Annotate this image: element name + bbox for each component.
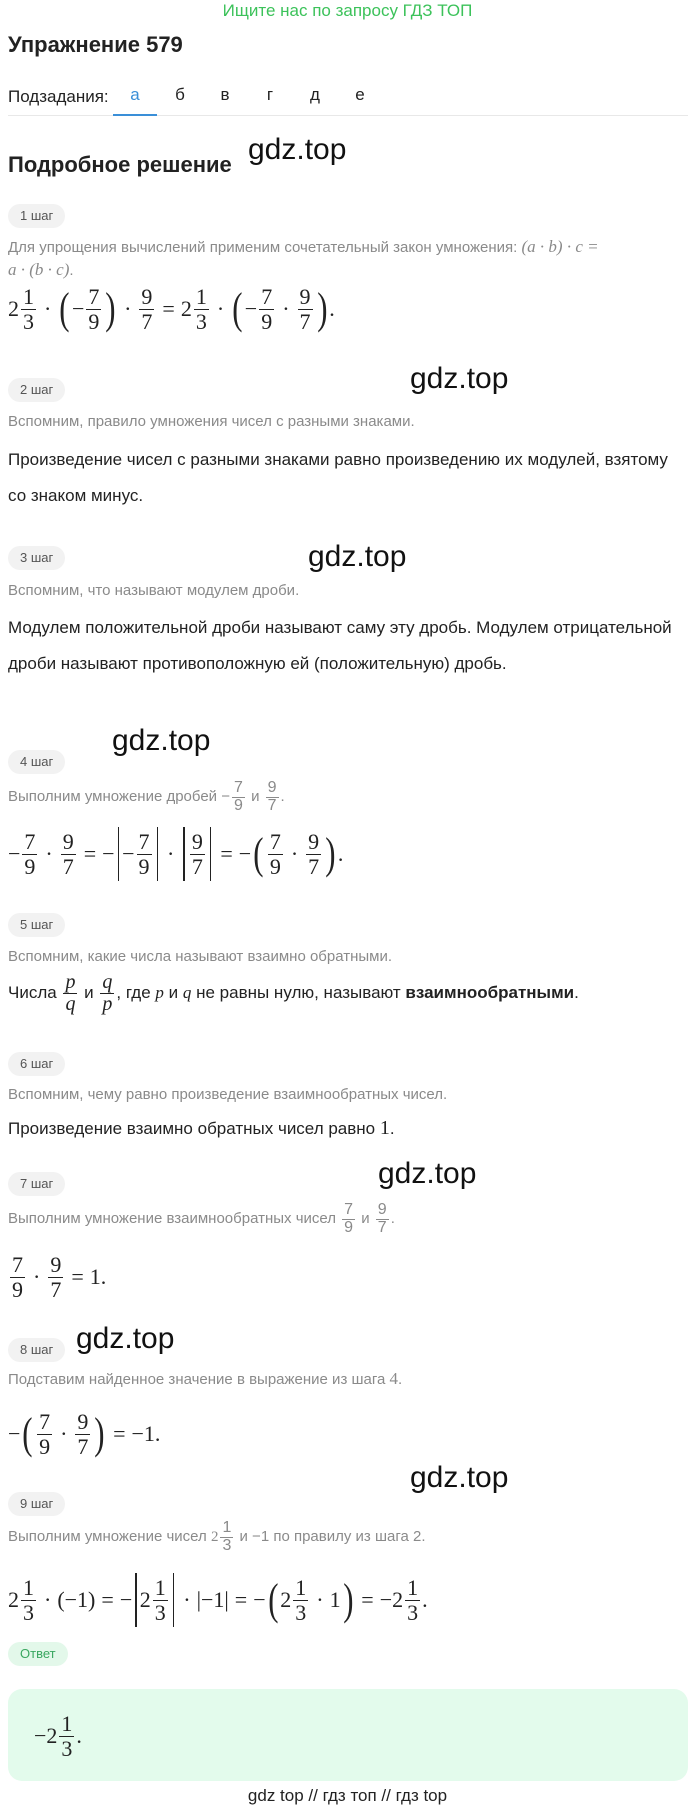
- watermark: gdz.top: [410, 1461, 509, 1494]
- step-math: − ( $\frac{7}{9}$ · $\frac{9}{7}$ ) = −1.: [8, 1409, 161, 1459]
- tab-a[interactable]: а: [113, 80, 157, 116]
- step-badge: 5 шаг: [8, 913, 65, 937]
- subtasks-bar: [8, 80, 688, 116]
- tab-e[interactable]: е: [355, 85, 365, 104]
- watermark: gdz.top: [248, 133, 347, 166]
- answer-math: −2 $\frac{1}{3}$ .: [34, 1711, 82, 1761]
- step-badge: 7 шаг: [8, 1172, 65, 1196]
- step-badge: 6 шаг: [8, 1052, 65, 1076]
- step-note: Вспомним, правило умножения чисел с разными знаками.: [8, 413, 415, 430]
- step-note: Выполним умножение дробей − $\frac{7}{9}$ и $\frac{9}{7}$ .: [8, 779, 285, 814]
- step-note: Вспомним, что называют модулем дроби.: [8, 582, 300, 599]
- step-note: Выполним умножение чисел 2 $\frac{1}{3}$ и −1 по правилу из шага 2.: [8, 1519, 426, 1554]
- step-badge: 4 шаг: [8, 750, 65, 774]
- watermark: gdz.top: [378, 1157, 477, 1190]
- step-badge: 3 шаг: [8, 546, 65, 570]
- step-badge: 8 шаг: [8, 1338, 65, 1362]
- step-badge: 9 шаг: [8, 1492, 65, 1516]
- answer-badge: Ответ: [8, 1642, 68, 1666]
- section-title: Подробное решение: [8, 152, 232, 177]
- step-math: 2 $\frac{1}{3}$ · (−1) = − 2 $\frac{1}{3}$ · |−1| = − ( 2 $\frac{1}{3}$ · 1 ) = −2 $\frac{1}{3}$ .: [8, 1568, 428, 1632]
- tab-v[interactable]: в: [220, 85, 230, 104]
- step-badge: 2 шаг: [8, 378, 65, 402]
- step-math: − $\frac{7}{9}$ · $\frac{9}{7}$ = − − $\frac{7}{9}$ · $\frac{9}{7}$ = − ( $\frac{7}{9}$ · $\frac{9}{7}$ ) .: [8, 822, 343, 886]
- step-note: Выполним умножение взаимнообратных чисел $\frac{7}{9}$ и $\frac{9}{7}$ .: [8, 1201, 395, 1236]
- step-text: Модулем положительной дроби называют саму эту дробь. Модулем отрицательной дроби называют противоположную ей (положительную) дробь.: [8, 618, 672, 673]
- step-text: Произведение взаимно обратных чисел равно 1.: [8, 1117, 395, 1139]
- step-math: 2 $\frac{1}{3}$ · ( − $\frac{7}{9}$ ) · $\frac{9}{7}$ = 2 $\frac{1}{3}$ · ( − $\frac{7}{9}$ · $\frac{9}{7}$ ) .: [8, 284, 335, 334]
- step-note: Подставим найденное значение в выражение из шага 4.: [8, 1369, 403, 1388]
- tab-d[interactable]: д: [310, 85, 320, 104]
- tab-g[interactable]: г: [266, 85, 274, 104]
- answer-box: [8, 1689, 688, 1781]
- subtasks-label: Подзадания:: [8, 87, 109, 106]
- footer-links[interactable]: gdz top // гдз топ // гдз top: [247, 1786, 448, 1805]
- step-math: $\frac{7}{9}$ · $\frac{9}{7}$ = 1.: [12, 1252, 107, 1302]
- page-title: Упражнение 579: [8, 32, 183, 57]
- step-note: Для упрощения вычислений применим сочетательный закон умножения: (a · b) · c = a · (b · c).: [8, 237, 599, 279]
- tab-b[interactable]: б: [175, 85, 185, 104]
- watermark: gdz.top: [410, 362, 509, 395]
- step-note: Вспомним, какие числа называют взаимно обратными.: [8, 948, 393, 965]
- watermark: gdz.top: [308, 540, 407, 573]
- step-text: Произведение чисел с разными знаками равно произведению их модулей, взятому со знаком минус.: [8, 450, 668, 505]
- step-text: Числа $\frac{p}{q}$ и $\frac{q}{p}$ , где p и q не равны нулю, называют взаимнообратными .: [8, 970, 579, 1015]
- top-banner: Ищите нас по запросу ГДЗ ТОП: [222, 1, 473, 20]
- watermark: gdz.top: [76, 1322, 175, 1355]
- step-badge: 1 шаг: [8, 204, 65, 228]
- watermark: gdz.top: [112, 724, 211, 757]
- step-note: Вспомним, чему равно произведение взаимнообратных чисел.: [8, 1086, 448, 1103]
